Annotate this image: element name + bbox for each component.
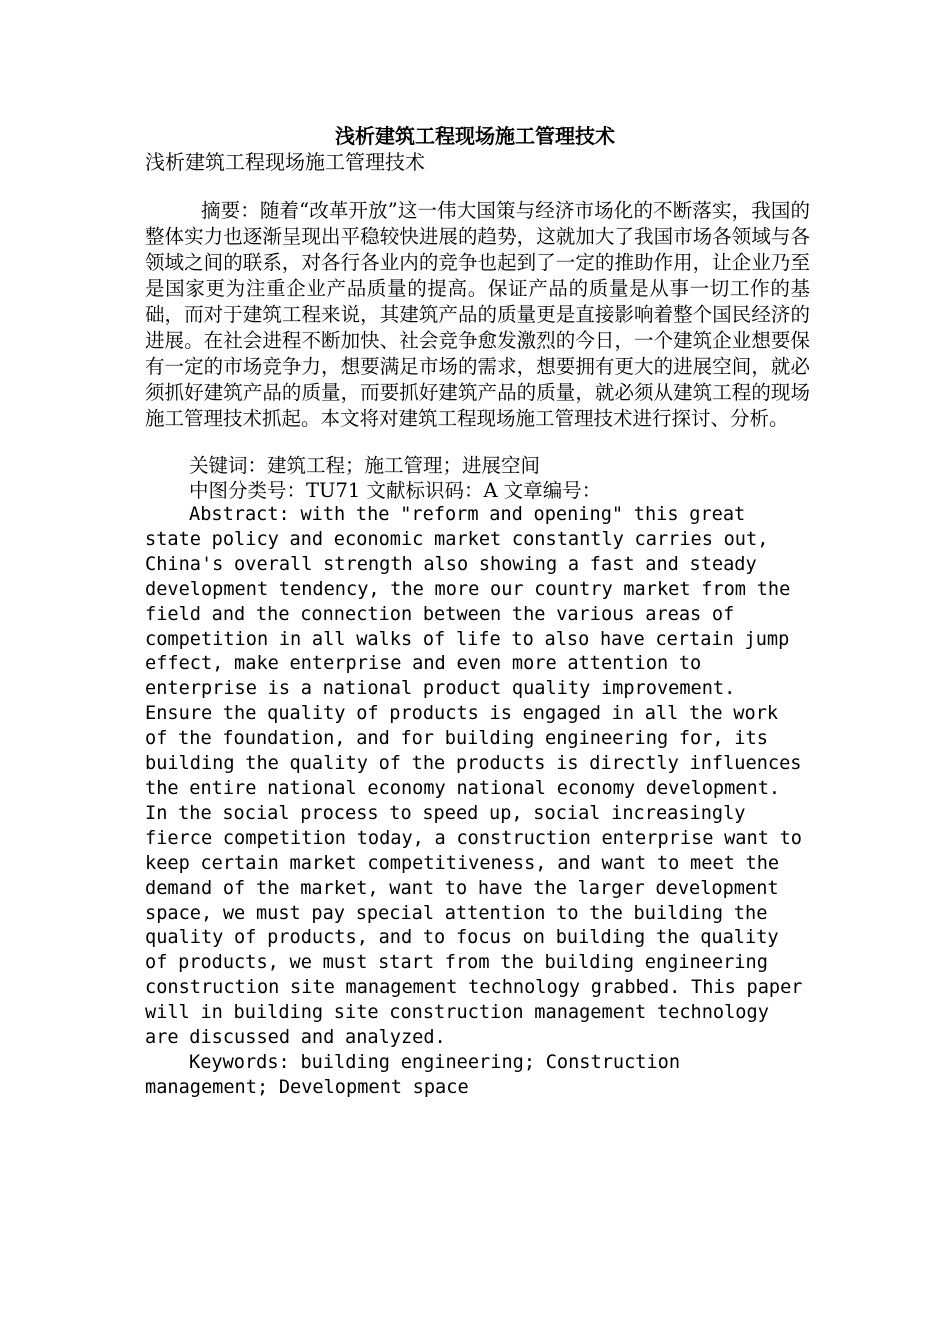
document-body <box>145 150 810 1101</box>
metadata-block <box>145 454 810 503</box>
chinese-keywords: 关键词：建筑工程；施工管理；进展空间 <box>189 454 541 477</box>
classification-line: 中图分类号：TU71 文献标识码：A 文章编号： <box>189 478 602 502</box>
english-abstract: Abstract: with the "reform and opening" this great state policy and economic market constantly carries out, China's overall strength also showing a fast and steady development tendency, the more our country market from the field and the connection between the various areas of competition in all walks of life to also have certain jump effect, make enterprise and even more attention to enterprise is a national product quality improvement. Ensure the quality of products is engaged in all the work of the foundation, and for building engineering for, its building the quality of the products is directly influences the entire national economy national economy development. In the social process to speed up, social increasingly fierce competition today, a construction enterprise want to keep certain market competitiveness, and want to meet the demand of the market, want to have the larger development space, we must pay special attention to the building the quality of products, and to focus on building the quality of products, we must start from the building engineering construction site management technology grabbed. This paper will in building site construction management technology are discussed and analyzed. <box>145 504 803 1049</box>
chinese-abstract: 摘要：随着“改革开放”这一伟大国策与经济市场化的不断落实，我国的整体实力也逐渐呈现出平稳较快进展的趋势，这就加大了我国市场各领域与各领域之间的联系，对各行各业内的竞争也起到了一定的推助作用，让企业乃至是国家更为注重企业产品质量的提高。保证产品的质量是从事一切工作的基础，而对于建筑工程来说，其建筑产品的质量更是直接影响着整个国民经济的进展。在社会进程不断加快、社会竞争愈发激烈的今日，一个建筑企业想要保有一定的市场竞争力，想要满足市场的需求，想要拥有更大的进展空间，就必须抓好建筑产品的质量，而要抓好建筑产品的质量，就必须从建筑工程的现场施工管理技术抓起。本文将对建筑工程现场施工管理技术进行探讨、分析。 <box>145 199 810 430</box>
document-title: 浅析建筑工程现场施工管理技术 <box>335 124 615 148</box>
document-subtitle: 浅析建筑工程现场施工管理技术 <box>145 150 425 174</box>
english-keywords: Keywords: building engineering; Construction management; Development space <box>145 1051 681 1098</box>
